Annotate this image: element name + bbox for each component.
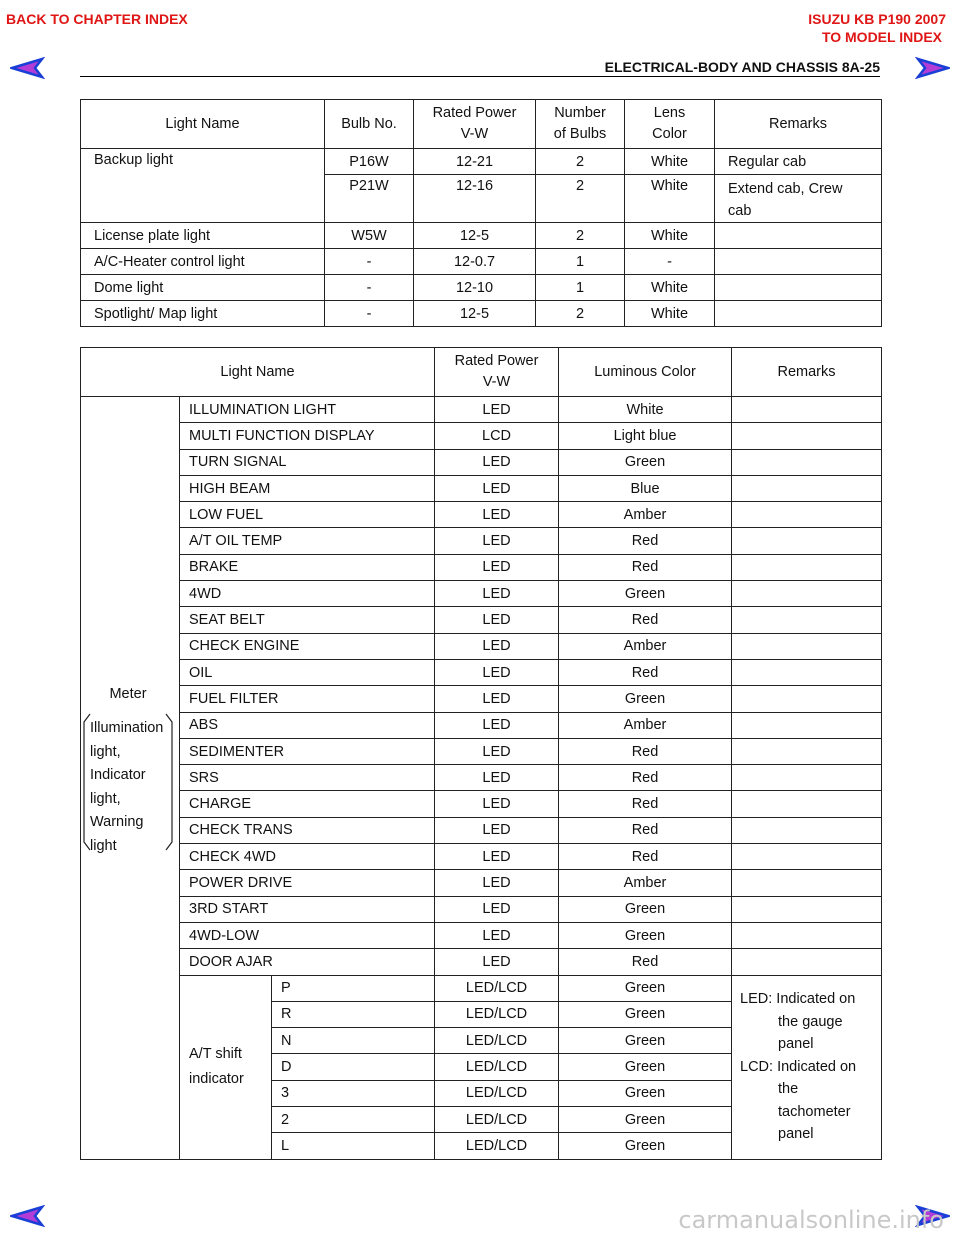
table-row xyxy=(81,844,882,870)
remarks-cell: Regular cab xyxy=(715,149,882,175)
prev-page-arrow-icon[interactable] xyxy=(10,57,46,79)
light-name-cell: OIL xyxy=(180,659,435,685)
meter-title: Meter xyxy=(109,686,147,702)
table-row xyxy=(81,449,882,475)
number-cell: 1 xyxy=(536,249,625,275)
light-name-cell: ILLUMINATION LIGHT xyxy=(180,397,435,423)
luminous-color-cell: Green xyxy=(559,1133,732,1159)
prev-page-arrow-icon[interactable] xyxy=(10,1205,46,1227)
light-name-cell: License plate light xyxy=(81,223,325,249)
light-name-cell: CHECK ENGINE xyxy=(180,633,435,659)
lens-color-cell: White xyxy=(625,301,715,327)
bulb-cell: W5W xyxy=(325,223,414,249)
power-cell: LED xyxy=(435,449,559,475)
shift-position-cell: 3 xyxy=(272,1080,435,1106)
table-row xyxy=(81,301,882,327)
model-title-link[interactable]: ISUZU KB P190 2007 xyxy=(808,11,946,27)
table-row xyxy=(81,607,882,633)
power-cell: LED xyxy=(435,738,559,764)
light-name-cell: A/C-Heater control light xyxy=(81,249,325,275)
luminous-color-cell: Amber xyxy=(559,502,732,528)
number-cell: 2 xyxy=(536,149,625,175)
luminous-color-cell: Red xyxy=(559,659,732,685)
luminous-color-cell: Red xyxy=(559,528,732,554)
light-name-cell: FUEL FILTER xyxy=(180,686,435,712)
table-row xyxy=(81,975,882,1001)
shift-indicator-label: A/T shift indicator xyxy=(180,975,272,1159)
table-row xyxy=(81,817,882,843)
luminous-color-cell: Green xyxy=(559,1107,732,1133)
meter-line: Indicator xyxy=(90,767,146,783)
remarks-cell xyxy=(732,528,882,554)
meter-line: Illumination xyxy=(90,720,164,736)
bulb-cell: P16W xyxy=(325,149,414,175)
power-cell: LED xyxy=(435,765,559,791)
meter-line: Warning xyxy=(90,814,144,830)
meter-line: light xyxy=(90,837,117,854)
light-name-cell: SRS xyxy=(180,765,435,791)
meter-line: light, xyxy=(90,790,121,807)
remarks-cell xyxy=(732,475,882,501)
table-row xyxy=(81,397,882,423)
to-model-index-link[interactable]: TO MODEL INDEX xyxy=(821,29,942,45)
power-cell: LED xyxy=(435,686,559,712)
light-name-cell: DOOR AJAR xyxy=(180,949,435,975)
light-name-cell: TURN SIGNAL xyxy=(180,449,435,475)
table-row xyxy=(81,686,882,712)
shift-position-cell: L xyxy=(272,1133,435,1159)
light-name-cell: 4WD xyxy=(180,581,435,607)
luminous-color-cell: Green xyxy=(559,1080,732,1106)
remarks-cell xyxy=(732,633,882,659)
luminous-color-cell: Green xyxy=(559,922,732,948)
table-row xyxy=(81,896,882,922)
power-cell: LED xyxy=(435,791,559,817)
lens-color-cell: White xyxy=(625,223,715,249)
power-cell: LED xyxy=(435,817,559,843)
power-cell: LED/LCD xyxy=(435,1001,559,1027)
remarks-cell xyxy=(732,738,882,764)
luminous-color-cell: Red xyxy=(559,765,732,791)
luminous-color-cell: Red xyxy=(559,791,732,817)
luminous-color-cell: Red xyxy=(559,844,732,870)
back-to-chapter-index-link[interactable]: BACK TO CHAPTER INDEX xyxy=(6,11,188,27)
header-number-of-bulbs: Number of Bulbs xyxy=(536,100,625,149)
remarks-cell xyxy=(715,249,882,275)
remarks-cell xyxy=(732,712,882,738)
remarks-cell xyxy=(732,817,882,843)
light-name-cell: CHARGE xyxy=(180,791,435,817)
table-row xyxy=(81,738,882,764)
power-cell: LED/LCD xyxy=(435,1133,559,1159)
bulb-spec-table xyxy=(80,99,882,327)
light-name-cell: CHECK 4WD xyxy=(180,844,435,870)
bulb-cell: - xyxy=(325,275,414,301)
header-rated-power: Rated Power V-W xyxy=(414,100,536,149)
luminous-color-cell: Green xyxy=(559,896,732,922)
power-cell: LED xyxy=(435,528,559,554)
table-row xyxy=(81,870,882,896)
remarks-cell xyxy=(732,581,882,607)
power-cell: LED xyxy=(435,475,559,501)
luminous-color-cell: Green xyxy=(559,1001,732,1027)
number-cell: 2 xyxy=(536,301,625,327)
meter-label-group xyxy=(80,686,179,866)
section-title: ELECTRICAL-BODY AND CHASSIS 8A-25 xyxy=(604,59,880,75)
table-row xyxy=(81,659,882,685)
table-row xyxy=(81,633,882,659)
power-cell: LED xyxy=(435,633,559,659)
shift-position-cell: R xyxy=(272,1001,435,1027)
luminous-color-cell: Amber xyxy=(559,633,732,659)
light-name-cell: SEDIMENTER xyxy=(180,738,435,764)
power-cell: LED xyxy=(435,554,559,580)
luminous-color-cell: Amber xyxy=(559,870,732,896)
meter-line: light, xyxy=(90,743,121,760)
luminous-color-cell: Red xyxy=(559,949,732,975)
remarks-cell xyxy=(732,949,882,975)
light-name-cell: 3RD START xyxy=(180,896,435,922)
remarks-cell xyxy=(732,844,882,870)
power-cell: LED/LCD xyxy=(435,975,559,1001)
header-luminous-color: Luminous Color xyxy=(559,348,732,397)
table-row xyxy=(81,475,882,501)
remarks-cell xyxy=(732,502,882,528)
lens-color-cell: White xyxy=(625,149,715,175)
luminous-color-cell: Green xyxy=(559,449,732,475)
bulb-cell: P21W xyxy=(325,175,414,223)
remarks-cell xyxy=(732,870,882,896)
header-light-name: Light Name xyxy=(81,348,435,397)
light-name-cell: CHECK TRANS xyxy=(180,817,435,843)
power-cell: 12-5 xyxy=(414,301,536,327)
power-cell: LED xyxy=(435,922,559,948)
remarks-cell xyxy=(732,554,882,580)
luminous-color-cell: Red xyxy=(559,554,732,580)
remarks-cell xyxy=(732,659,882,685)
lens-color-cell: - xyxy=(625,249,715,275)
remarks-cell xyxy=(732,397,882,423)
luminous-color-cell: White xyxy=(559,397,732,423)
lens-color-cell: White xyxy=(625,275,715,301)
power-cell: 12-10 xyxy=(414,275,536,301)
shift-position-cell: 2 xyxy=(272,1107,435,1133)
light-name-cell: MULTI FUNCTION DISPLAY xyxy=(180,423,435,449)
luminous-color-cell: Light blue xyxy=(559,423,732,449)
power-cell: LED/LCD xyxy=(435,1028,559,1054)
power-cell: LED xyxy=(435,712,559,738)
light-name-cell: ABS xyxy=(180,712,435,738)
shift-position-cell: N xyxy=(272,1028,435,1054)
luminous-color-cell: Green xyxy=(559,975,732,1001)
remarks-cell xyxy=(732,765,882,791)
header-lens-color: Lens Color xyxy=(625,100,715,149)
header-bulb-no: Bulb No. xyxy=(325,100,414,149)
header-rated-power: Rated Power V-W xyxy=(435,348,559,397)
power-cell: 12-21 xyxy=(414,149,536,175)
remarks-cell xyxy=(732,922,882,948)
meter-description xyxy=(90,717,163,858)
remarks-cell xyxy=(732,686,882,712)
power-cell: LED xyxy=(435,607,559,633)
table-header-row xyxy=(81,348,882,397)
shift-remarks: LED: Indicated on the gauge panel LCD: Indicated on the tachometer panel xyxy=(740,991,857,1143)
light-name-cell: BRAKE xyxy=(180,554,435,580)
light-name-cell: HIGH BEAM xyxy=(180,475,435,501)
table-row xyxy=(81,765,882,791)
table-row xyxy=(81,528,882,554)
number-cell: 1 xyxy=(536,275,625,301)
table-row xyxy=(81,581,882,607)
light-name-cell: SEAT BELT xyxy=(180,607,435,633)
next-page-arrow-icon[interactable] xyxy=(914,57,950,79)
power-cell: 12-0.7 xyxy=(414,249,536,275)
table-row xyxy=(81,791,882,817)
header-remarks: Remarks xyxy=(732,348,882,397)
remarks-cell xyxy=(715,275,882,301)
remarks-cell xyxy=(732,607,882,633)
power-cell: LED/LCD xyxy=(435,1107,559,1133)
table-row xyxy=(81,554,882,580)
luminous-color-cell: Green xyxy=(559,686,732,712)
light-name-cell: A/T OIL TEMP xyxy=(180,528,435,554)
meter-light-table xyxy=(80,347,882,1160)
luminous-color-cell: Green xyxy=(559,1028,732,1054)
table-row xyxy=(81,922,882,948)
table-header-row xyxy=(81,100,882,149)
remarks-cell xyxy=(715,301,882,327)
light-name-cell: LOW FUEL xyxy=(180,502,435,528)
lens-color-cell: White xyxy=(625,175,715,223)
remarks-cell xyxy=(732,791,882,817)
luminous-color-cell: Blue xyxy=(559,475,732,501)
remarks-cell xyxy=(732,896,882,922)
light-name-cell: Spotlight/ Map light xyxy=(81,301,325,327)
table-row xyxy=(81,223,882,249)
backup-light-name: Backup light xyxy=(81,149,325,223)
light-name-cell: POWER DRIVE xyxy=(180,870,435,896)
remarks-cell xyxy=(732,423,882,449)
remarks-cell xyxy=(732,449,882,475)
header-rule xyxy=(80,76,880,77)
power-cell: LED xyxy=(435,502,559,528)
bulb-cell: - xyxy=(325,249,414,275)
table-row xyxy=(81,149,882,175)
luminous-color-cell: Green xyxy=(559,1054,732,1080)
power-cell: LED xyxy=(435,949,559,975)
power-cell: LED/LCD xyxy=(435,1054,559,1080)
power-cell: LED xyxy=(435,870,559,896)
shift-remarks-cell xyxy=(732,975,882,1159)
luminous-color-cell: Green xyxy=(559,581,732,607)
table-row xyxy=(81,502,882,528)
table-row xyxy=(81,949,882,975)
power-cell: LED xyxy=(435,581,559,607)
luminous-color-cell: Red xyxy=(559,738,732,764)
shift-position-cell: D xyxy=(272,1054,435,1080)
power-cell: LED xyxy=(435,896,559,922)
power-cell: 12-5 xyxy=(414,223,536,249)
watermark: carmanualsonline.info xyxy=(678,1206,944,1234)
power-cell: LED xyxy=(435,397,559,423)
light-name-cell: Dome light xyxy=(81,275,325,301)
luminous-color-cell: Red xyxy=(559,817,732,843)
power-cell: 12-16 xyxy=(414,175,536,223)
light-name-cell: 4WD-LOW xyxy=(180,922,435,948)
luminous-color-cell: Red xyxy=(559,607,732,633)
table-row xyxy=(81,423,882,449)
header-remarks: Remarks xyxy=(715,100,882,149)
table-row xyxy=(81,275,882,301)
number-cell: 2 xyxy=(536,175,625,223)
bulb-cell: - xyxy=(325,301,414,327)
power-cell: LED/LCD xyxy=(435,1080,559,1106)
remarks-cell xyxy=(715,223,882,249)
remarks-cell: Extend cab, Crew cab xyxy=(715,175,882,223)
power-cell: LED xyxy=(435,844,559,870)
power-cell: LCD xyxy=(435,423,559,449)
table-row xyxy=(81,249,882,275)
luminous-color-cell: Amber xyxy=(559,712,732,738)
table-row xyxy=(81,712,882,738)
header-light-name: Light Name xyxy=(81,100,325,149)
shift-position-cell: P xyxy=(272,975,435,1001)
number-cell: 2 xyxy=(536,223,625,249)
power-cell: LED xyxy=(435,659,559,685)
